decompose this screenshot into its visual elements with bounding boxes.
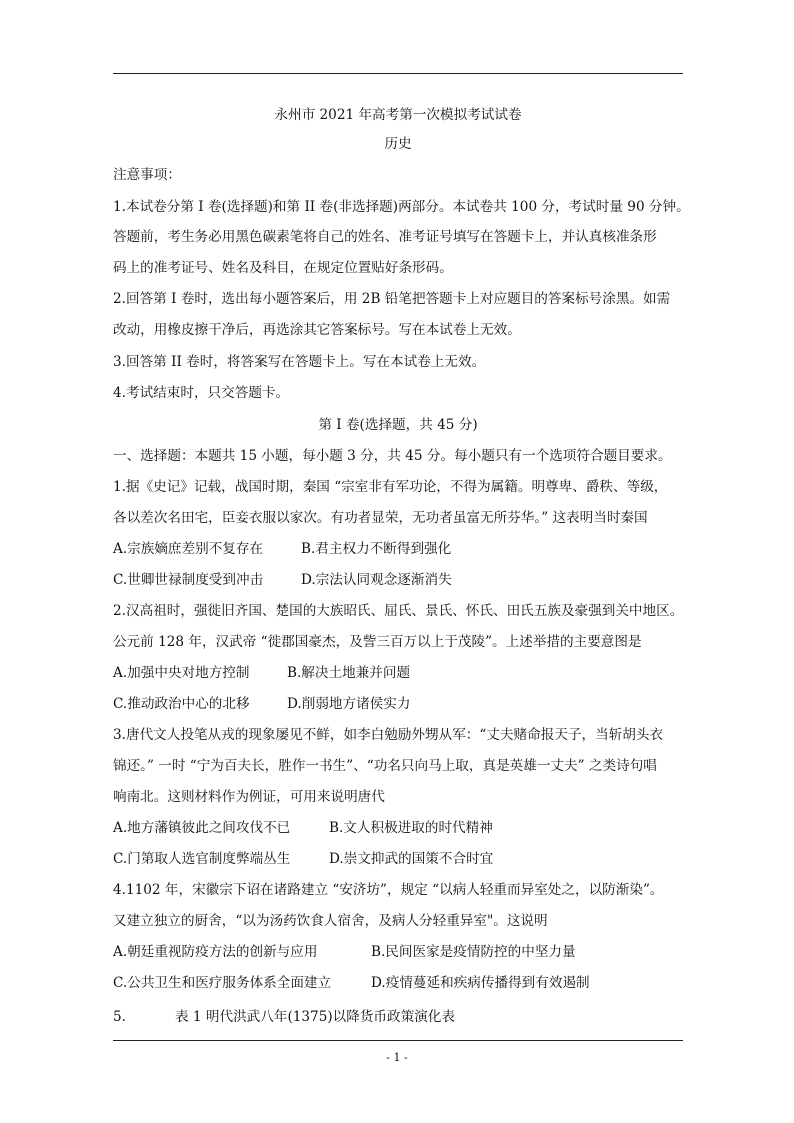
- question-2-line: 公元前 128 年，汉武帝 “徙郡国豪杰，及訾三百万以上于茂陵”。上述举措的主要意图是: [113, 634, 642, 650]
- question-4-option-a[interactable]: A.朝廷重视防疫方法的创新与应用: [113, 944, 318, 960]
- notice-line: 2.回答第 I 卷时，选出每小题答案后，用 2B 铅笔把答题卡上对应题目的答案标号涂黑。如需: [113, 291, 671, 307]
- question-1-option-d[interactable]: D.宗法认同观念逐渐消失: [301, 572, 452, 588]
- footer-rule: [113, 1040, 683, 1041]
- question-3-line: 响南北。这则材料作为例证，可用来说明唐代: [113, 789, 385, 805]
- notice-line: 4.考试结束时，只交答题卡。: [113, 385, 290, 401]
- question-3-option-a[interactable]: A.地方藩镇彼此之间攻伐不已: [113, 820, 291, 836]
- question-5-table-caption: 表 1 明代洪武八年(1375)以降货币政策演化表: [175, 1009, 455, 1025]
- question-4-option-d[interactable]: D.疫情蔓延和疾病传播得到有效遏制: [371, 975, 590, 991]
- question-4-line: 又建立独立的厨舍，“以为汤药饮食人宿舍，及病人分轻重异室"。这说明: [113, 913, 548, 929]
- section-title: 第 I 卷(选择题，共 45 分): [318, 417, 478, 433]
- question-4-line: 4.1102 年，宋徽宗下诏在诸路建立 “安济坊”，规定 “以病人轻重而异室处之，以防渐染”。: [113, 882, 664, 898]
- question-3-option-d[interactable]: D.崇文抑武的国策不合时宜: [329, 851, 494, 867]
- page-number: - 1 -: [386, 1051, 408, 1064]
- question-2-option-b[interactable]: B.解决土地兼并问题: [287, 665, 411, 681]
- question-4-option-b[interactable]: B.民间医家是疫情防控的中坚力量: [371, 944, 576, 960]
- question-1-option-c[interactable]: C.世卿世禄制度受到冲击: [113, 572, 264, 588]
- header-rule: [113, 73, 683, 74]
- question-3-option-c[interactable]: C.门第取人选官制度弊端丛生: [113, 851, 291, 867]
- question-1-option-b[interactable]: B.君主权力不断得到强化: [301, 541, 452, 557]
- question-3-line: 锦还。” 一时 “宁为百夫长，胜作一书生”、“功名只向马上取，真是英雄一丈夫” 之类诗句唱: [113, 758, 657, 774]
- question-1-line: 1.据《史记》记载，战国时期，秦国 “宗室非有军功论，不得为属籍。明尊卑、爵秩、等级，: [113, 479, 668, 495]
- notice-line: 码上的准考证号、姓名及科目，在规定位置贴好条形码。: [113, 260, 453, 276]
- question-2-option-c[interactable]: C.推动政治中心的北移: [113, 696, 250, 712]
- question-5-number: 5.: [113, 1009, 126, 1025]
- notice-line: 答题前，考生务必用黑色碳素笔将自己的姓名、准考证号填写在答题卡上，并认真核准条形: [113, 229, 657, 245]
- notice-line: 改动，用橡皮擦干净后，再选涂其它答案标号。写在本试卷上无效。: [113, 322, 521, 338]
- notice-line: 1.本试卷分第 I 卷(选择题)和第 II 卷(非选择题)两部分。本试卷共 100 分，考试时量 90 分钟。: [113, 199, 690, 215]
- question-3-line: 3.唐代文人投笔从戎的现象屡见不鲜，如李白勉励外甥从军：“丈夫赌命报天子，当斩胡头衣: [113, 727, 664, 743]
- question-4-option-c[interactable]: C.公共卫生和医疗服务体系全面建立: [113, 975, 332, 991]
- notice-line: 3.回答第 II 卷时，将答案写在答题卡上。写在本试卷上无效。: [113, 354, 486, 370]
- question-1-line: 各以差次名田宅，臣妾衣服以家次。有功者显荣，无功者虽富无所芬华。” 这表明当时秦国: [113, 510, 648, 526]
- section-instruction: 一、选择题：本题共 15 小题，每小题 3 分，共 45 分。每小题只有一个选项符合题目要求。: [113, 448, 672, 464]
- subject-title: 历史: [384, 136, 412, 152]
- question-2-option-a[interactable]: A.加强中央对地方控制: [113, 665, 250, 681]
- question-1-option-a[interactable]: A.宗族嫡庶差别不复存在: [113, 541, 264, 557]
- exam-title: 永州市 2021 年高考第一次模拟考试试卷: [274, 107, 522, 123]
- question-2-option-d[interactable]: D.削弱地方诸侯实力: [287, 696, 411, 712]
- question-3-option-b[interactable]: B.文人积极进取的时代精神: [329, 820, 493, 836]
- notice-heading: 注意事项：: [113, 167, 181, 183]
- question-2-line: 2.汉高祖时，强徙旧齐国、楚国的大族昭氏、屈氏、景氏、怀氏、田氏五族及豪强到关中地区。: [113, 603, 684, 619]
